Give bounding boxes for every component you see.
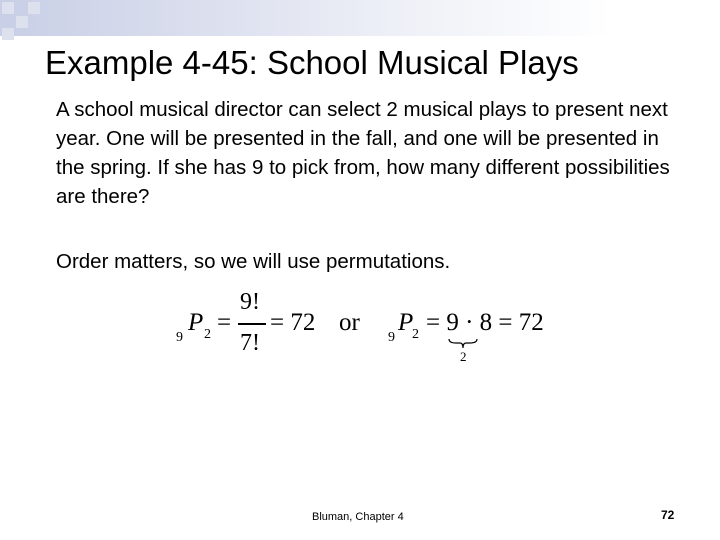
slide-title: Example 4-45: School Musical Plays [45, 44, 579, 81]
fraction-denominator: 7! [240, 330, 260, 356]
or-word: or [339, 309, 360, 336]
left-subscript-r: 2 [204, 327, 211, 342]
footer-source: Bluman, Chapter 4 [312, 511, 404, 523]
left-subscript-n: 9 [176, 330, 183, 345]
decor-square [16, 16, 28, 28]
header-band [0, 0, 720, 36]
result-left: = 72 [270, 309, 316, 336]
right-P-symbol: P [398, 309, 414, 336]
right-subscript-r: 2 [412, 327, 419, 342]
fraction-numerator: 9! [240, 289, 260, 315]
decor-square [28, 2, 40, 14]
method-text: Order matters, so we will use permutations. [56, 250, 451, 273]
right-expression: = 9 · 8 = 72 [426, 309, 544, 336]
problem-text: A school musical director can select 2 musical plays to present next year. One will be presented in the fall, and one will be presented in the spring. If she has 9 to pick from, how many different possibilities are there? [56, 98, 670, 208]
right-subscript-n: 9 [388, 330, 395, 345]
equals-sign: = [217, 309, 232, 336]
left-P-symbol: P [188, 309, 204, 336]
fraction-bar [238, 323, 266, 325]
brace-label: 2 [460, 349, 467, 364]
page-number: 72 [661, 508, 675, 522]
decor-square [2, 2, 14, 14]
decor-square [2, 28, 14, 40]
